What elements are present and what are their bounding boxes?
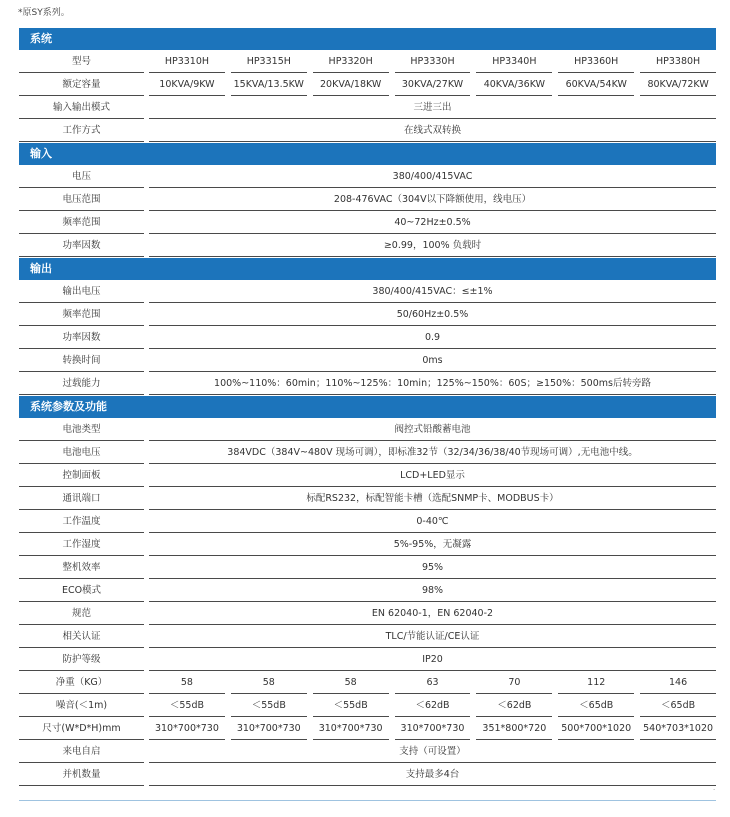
row-output-voltage xyxy=(19,281,716,303)
noise-cell: ＜65dB xyxy=(558,695,634,717)
row-value: TLC/节能认证/CE认证 xyxy=(149,626,716,648)
row-label: 输入输出模式 xyxy=(19,97,144,119)
model-cell: HP3330H xyxy=(395,51,471,73)
capacity-cell: 40KVA/36KW xyxy=(476,74,552,96)
capacity-cell: 20KVA/18KW xyxy=(313,74,389,96)
bottom-divider xyxy=(19,800,716,801)
row-value: 384VDC（384V~480V 现场可调），即标准32节（32/34/36/38/40节现场可调）,无电池中线。 xyxy=(149,442,716,464)
row-label: 净重（KG） xyxy=(19,672,144,694)
weight-cell: 58 xyxy=(149,672,225,694)
capacity-cell: 60KVA/54KW xyxy=(558,74,634,96)
row-comm-port xyxy=(19,488,716,510)
row-value: 0-40℃ xyxy=(149,511,716,533)
size-cell: 500*700*1020 xyxy=(558,718,634,740)
row-certification xyxy=(19,626,716,648)
footnote: *原SY系列。 xyxy=(18,8,70,18)
row-value: 阀控式铅酸蓄电池 xyxy=(149,419,716,441)
noise-cell: ＜62dB xyxy=(476,695,552,717)
row-standard xyxy=(19,603,716,625)
row-io-mode xyxy=(19,97,716,119)
row-label: ECO模式 xyxy=(19,580,144,602)
row-output-power-factor xyxy=(19,327,716,349)
row-label: 防护等级 xyxy=(19,649,144,671)
row-eco-mode xyxy=(19,580,716,602)
row-protection xyxy=(19,649,716,671)
row-label: 频率范围 xyxy=(19,304,144,326)
row-label: 相关认证 xyxy=(19,626,144,648)
row-label: 过载能力 xyxy=(19,373,144,395)
row-label: 规范 xyxy=(19,603,144,625)
spec-table xyxy=(19,27,716,786)
row-input-voltage-range xyxy=(19,189,716,211)
row-input-frequency xyxy=(19,212,716,234)
weight-cell: 63 xyxy=(395,672,471,694)
model-cell: HP3320H xyxy=(313,51,389,73)
capacity-cell: 15KVA/13.5KW xyxy=(231,74,307,96)
model-cell: HP3310H xyxy=(149,51,225,73)
row-transfer-time xyxy=(19,350,716,372)
noise-cell: ＜55dB xyxy=(313,695,389,717)
row-value: IP20 xyxy=(149,649,716,671)
row-temperature xyxy=(19,511,716,533)
row-overload xyxy=(19,373,716,395)
row-label: 并机数量 xyxy=(19,764,144,786)
row-label: 尺寸(W*D*H)mm xyxy=(19,718,144,740)
row-humidity xyxy=(19,534,716,556)
row-value: 40~72Hz±0.5% xyxy=(149,212,716,234)
row-label: 电池电压 xyxy=(19,442,144,464)
row-label: 工作温度 xyxy=(19,511,144,533)
row-value: 50/60Hz±0.5% xyxy=(149,304,716,326)
row-size xyxy=(19,718,716,740)
row-value: LCD+LED显示 xyxy=(149,465,716,487)
row-label: 型号 xyxy=(19,51,144,73)
row-label: 功率因数 xyxy=(19,235,144,257)
row-value: 支持（可设置） xyxy=(149,741,716,763)
size-cell: 310*700*730 xyxy=(149,718,225,740)
section-header-system: 系统 xyxy=(19,28,716,50)
row-label: 电池类型 xyxy=(19,419,144,441)
row-efficiency xyxy=(19,557,716,579)
row-label: 控制面板 xyxy=(19,465,144,487)
row-value: 100%~110%：60min；110%~125%：10min；125%~150%：60S；≥150%：500ms后转旁路 xyxy=(149,373,716,395)
row-capacity xyxy=(19,74,716,96)
noise-cell: ＜55dB xyxy=(149,695,225,717)
row-value: 支持最多4台 xyxy=(149,764,716,786)
row-input-power-factor xyxy=(19,235,716,257)
row-control-panel xyxy=(19,465,716,487)
row-model xyxy=(19,51,716,73)
row-label: 通讯端口 xyxy=(19,488,144,510)
row-value: 三进三出 xyxy=(149,97,716,119)
row-label: 来电自启 xyxy=(19,741,144,763)
row-input-voltage xyxy=(19,166,716,188)
row-label: 频率范围 xyxy=(19,212,144,234)
row-value: 0ms xyxy=(149,350,716,372)
row-value: ≥0.99，100% 负载时 xyxy=(149,235,716,257)
weight-cell: 58 xyxy=(231,672,307,694)
section-header-params: 系统参数及功能 xyxy=(19,396,716,418)
model-cell: HP3380H xyxy=(640,51,716,73)
section-header-input: 输入 xyxy=(19,143,716,165)
model-cell: HP3315H xyxy=(231,51,307,73)
row-value: 380/400/415VAC：≤±1% xyxy=(149,281,716,303)
weight-cell: 58 xyxy=(313,672,389,694)
size-cell: 310*700*730 xyxy=(395,718,471,740)
section-header-output: 输出 xyxy=(19,258,716,280)
row-label: 转换时间 xyxy=(19,350,144,372)
noise-cell: ＜65dB xyxy=(640,695,716,717)
row-label: 功率因数 xyxy=(19,327,144,349)
weight-cell: 70 xyxy=(476,672,552,694)
weight-cell: 146 xyxy=(640,672,716,694)
row-weight xyxy=(19,672,716,694)
row-value: 380/400/415VAC xyxy=(149,166,716,188)
row-label: 整机效率 xyxy=(19,557,144,579)
weight-cell: 112 xyxy=(558,672,634,694)
row-output-frequency xyxy=(19,304,716,326)
noise-cell: ＜55dB xyxy=(231,695,307,717)
row-label: 额定容量 xyxy=(19,74,144,96)
row-work-mode xyxy=(19,120,716,142)
row-value: 208-476VAC（304V以下降额使用，线电压） xyxy=(149,189,716,211)
model-cell: HP3360H xyxy=(558,51,634,73)
row-value: 95% xyxy=(149,557,716,579)
model-cell: HP3340H xyxy=(476,51,552,73)
row-auto-restart xyxy=(19,741,716,763)
row-value: EN 62040-1，EN 62040-2 xyxy=(149,603,716,625)
row-label: 噪音(＜1m) xyxy=(19,695,144,717)
row-label: 电压 xyxy=(19,166,144,188)
row-value: 在线式双转换 xyxy=(149,120,716,142)
row-battery-type xyxy=(19,419,716,441)
row-value: 标配RS232，标配智能卡槽（选配SNMP卡、MODBUS卡） xyxy=(149,488,716,510)
row-label: 输出电压 xyxy=(19,281,144,303)
row-value: 98% xyxy=(149,580,716,602)
capacity-cell: 30KVA/27KW xyxy=(395,74,471,96)
row-label: 电压范围 xyxy=(19,189,144,211)
row-label: 工作方式 xyxy=(19,120,144,142)
size-cell: 310*700*730 xyxy=(231,718,307,740)
size-cell: 351*800*720 xyxy=(476,718,552,740)
row-value: 5%-95%，无凝露 xyxy=(149,534,716,556)
noise-cell: ＜62dB xyxy=(395,695,471,717)
row-value: 0.9 xyxy=(149,327,716,349)
capacity-cell: 10KVA/9KW xyxy=(149,74,225,96)
size-cell: 310*700*730 xyxy=(313,718,389,740)
row-parallel xyxy=(19,764,716,786)
corner-mark: · xyxy=(713,786,716,794)
row-battery-voltage xyxy=(19,442,716,464)
row-noise xyxy=(19,695,716,717)
size-cell: 540*703*1020 xyxy=(640,718,716,740)
capacity-cell: 80KVA/72KW xyxy=(640,74,716,96)
row-label: 工作湿度 xyxy=(19,534,144,556)
